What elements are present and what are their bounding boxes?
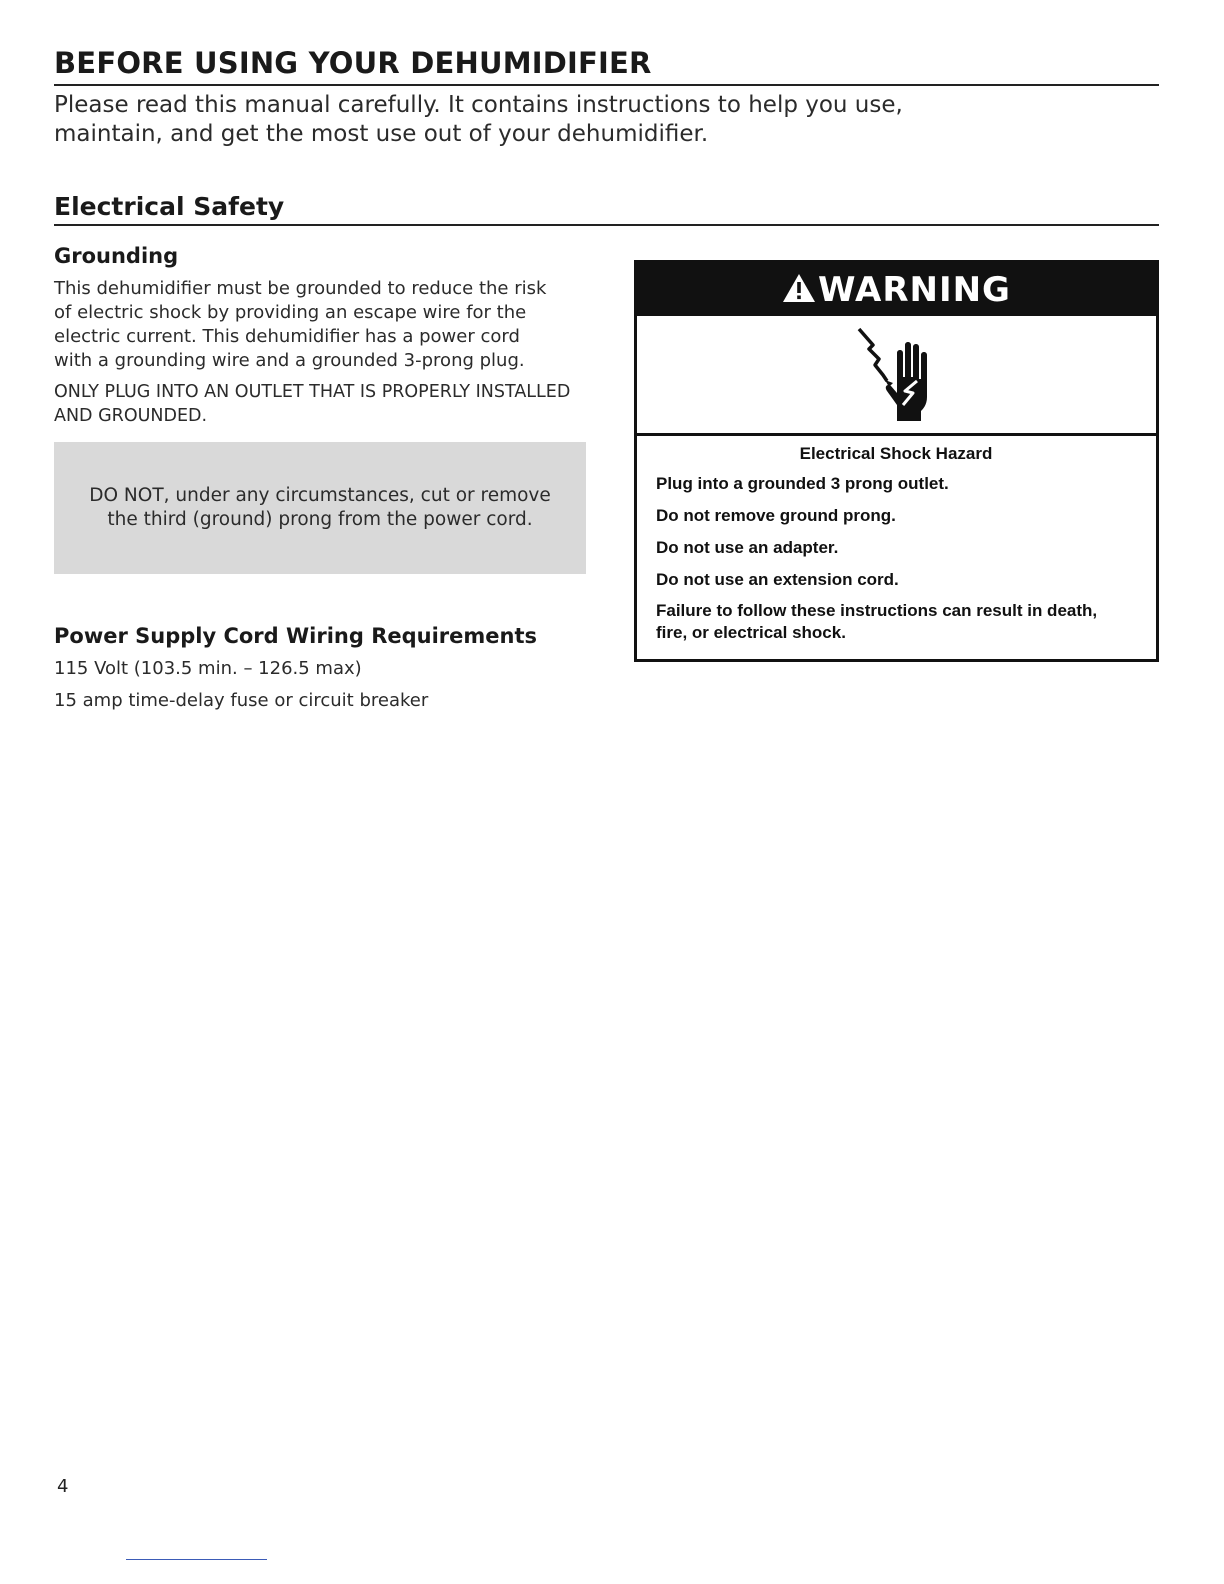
warning-line-1: Plug into a grounded 3 prong outlet. bbox=[656, 474, 949, 493]
warning-line-2: Do not remove ground prong. bbox=[656, 506, 896, 525]
grounding-line-2: of electric shock by providing an escape wire for the bbox=[54, 302, 527, 323]
intro-text bbox=[54, 91, 1054, 149]
warning-body bbox=[637, 436, 1156, 644]
page-heading: BEFORE USING YOUR DEHUMIDIFIER bbox=[54, 44, 1159, 86]
grounding-line-1: This dehumidifier must be grounded to reduce the risk bbox=[54, 278, 547, 299]
consequence-line-1: Failure to follow these instructions can result in death, bbox=[656, 601, 1098, 620]
caps-line-1: ONLY PLUG INTO AN OUTLET THAT IS PROPERLY INSTALLED bbox=[54, 382, 571, 402]
ground-prong-note-box bbox=[54, 442, 586, 574]
grounding-line-4: with a grounding wire and a grounded 3-prong plug. bbox=[54, 350, 525, 371]
warning-header bbox=[637, 263, 1156, 316]
electrical-shock-hand-icon bbox=[849, 325, 945, 425]
intro-line-1: Please read this manual carefully. It contains instructions to help you use, bbox=[54, 92, 903, 118]
subheading-power-supply: Power Supply Cord Wiring Requirements bbox=[54, 624, 538, 648]
intro-line-2: maintain, and get the most use out of your dehumidifier. bbox=[54, 121, 709, 147]
warning-line-4: Do not use an extension cord. bbox=[656, 570, 899, 589]
page-number: 4 bbox=[57, 1476, 69, 1497]
grounding-caps-instruction bbox=[54, 380, 599, 428]
hazard-title: Electrical Shock Hazard bbox=[799, 444, 993, 463]
note-text bbox=[75, 484, 565, 532]
grounding-line-3: electric current. This dehumidifier has a power cord bbox=[54, 326, 520, 347]
warning-line-3: Do not use an adapter. bbox=[656, 538, 839, 557]
warning-header-text: WARNING bbox=[818, 269, 1011, 310]
warning-icon-area bbox=[637, 316, 1156, 436]
warning-consequence bbox=[656, 600, 1136, 644]
warning-triangle-icon bbox=[782, 273, 816, 303]
note-line-1: DO NOT, under any circumstances, cut or remove bbox=[89, 485, 551, 506]
section-heading-electrical-safety: Electrical Safety bbox=[54, 190, 1159, 226]
caps-line-2: AND GROUNDED. bbox=[54, 406, 208, 426]
voltage-requirement: 115 Volt (103.5 min. – 126.5 max) bbox=[54, 658, 362, 679]
warning-panel bbox=[634, 260, 1159, 662]
consequence-line-2: fire, or electrical shock. bbox=[656, 623, 846, 642]
subheading-grounding: Grounding bbox=[54, 244, 179, 268]
grounding-paragraph bbox=[54, 277, 599, 373]
footer-rule bbox=[126, 1559, 267, 1560]
note-line-2: the third (ground) prong from the power cord. bbox=[107, 509, 533, 530]
fuse-requirement: 15 amp time-delay fuse or circuit breaker bbox=[54, 690, 429, 711]
